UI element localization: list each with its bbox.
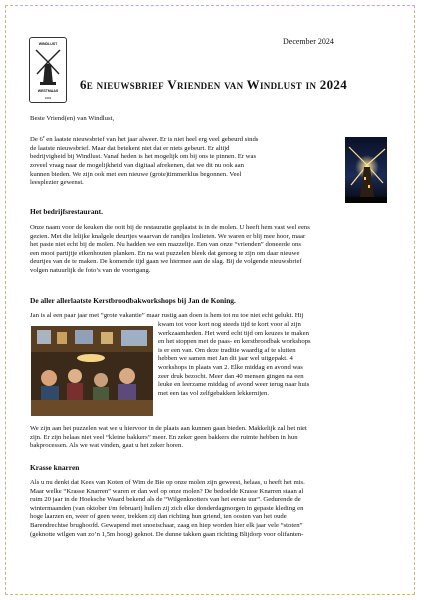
section2-side-line: kwam tot voor kort nog steeds tijd te kort voor al zijn [158,321,301,328]
section3-line: (geknotte wilgen van zo’n 1,5m hoog) geknot. De dunne takken gaan richting Blijdorp voor olifanten- [30,530,304,538]
greeting: Beste Vriend(en) van Windlust, [30,115,115,122]
section2-side-paragraph [158,321,403,398]
section-heading-kerstbrood: De aller allerlaatste Kerstbroodbakworkshops bij Jan de Koning. [30,296,236,305]
section2-after-line: We zijn aan het puzzelen wat we u hiervoor in de plaats aan kunnen gaan bieden. Makkelijk zal het niet [30,425,307,432]
logo-year-text: 1992 [44,96,52,100]
section2-after-line: zijn. Er zijn helaas niet veel “kleine bakkers” meer. En zeker geen bakkers die ruimte hebben in hun [30,433,298,441]
section1-line: een mooi partijtje eikenhouten planken. En na wat puzzelen bleek dat genoeg te zijn om daar nieuwe [30,249,300,257]
section1-line: Onze naam voor de keuken die ooit bij de restauratie geplaatst is in de molen. U heeft hem vast wel eens [30,224,310,231]
section-heading-bedrijfsrestaurant: Het bedrijfsrestaurant. [30,207,103,216]
intro-line: de laatste nieuwsbrief. Maar dat betekent niet dat er niets gebeurt. Er altijd [30,144,230,152]
section2-side-line: zeer druk bezocht. Meer dan 40 mensen gingen na een [158,372,304,380]
newsletter-date: December 2024 [283,37,334,46]
windmill-night-photo [345,137,387,203]
section2-side-line: en het stoppen met de paas- en kerstbroodbak workshops [158,338,311,346]
intro-line: zoveel vraag naar de mogelijkheid van digitaal afrekenen, dat we dit nu ook aan [30,162,244,170]
intro-line: De 6e en laatste nieuwsbrief van het jaar alweer. Er is niet heel erg veel gebeurd sinds [30,134,259,144]
intro-line: kunnen bieden. We zijn ook met een nieuwe (grote)timmerklus begonnen. Veel [30,170,242,178]
section2-side-line: leuke en leerzame middag of avond weer terug naar huis [158,381,310,389]
section1-line: het paste niet echt bij de molen. Nu hadden we een mazzeltje. Een van onze “vrienden” doneerde ons [30,241,301,249]
section3-line: ruim 20 jaar in de Hoeksche Waard bekend als de “Wilgenknotters van het eerste uur”. Gedurende de [30,496,301,504]
section3-line: Barendrechtse brughoofd. Gewapend met snoeischaar, zaag en hiep worden hier elk jaar vele “stoten” [30,521,303,529]
section3-line: Als u nu denkt dat Kees van Koten of Wim de Bie op onze molen zijn geweest, helaas, u heeft het mis. [30,479,305,486]
logo-bottom-text: WESTMAAS [37,89,59,93]
windlust-logo [29,37,67,103]
section1-line: volgen natuurlijk de foto’s van de voortgang. [30,266,151,274]
section3-line: wintermaanden (van oktober t/m februari) hullen zij zich elke donderdagmorgen in gepaste kleding en [30,504,304,512]
section1-paragraph [30,224,400,276]
logo-top-text: WINDLUST [38,42,58,46]
intro-line: leesplezier gewenst. [30,179,84,187]
workshop-photo-image [31,326,153,416]
section2-after-paragraph [30,425,400,451]
section-heading-krasse-knarren: Krasse knarren [30,463,80,472]
intro-line: bedrijvigheid bij Windlust. Vanaf heden is het mogelijk om bij ons te pinnen. Er was [30,153,257,161]
windmill-photo-image [345,137,387,203]
section2-side-line: hebben we samen met Jan dit jaar wel uitgepakt. 4 [158,355,293,363]
section2-side-line: workshops in plaats van 2. Elke middag en avond was [158,363,303,371]
section2-after-line: bakprocessen. Als we wat vinden, gaat u het zeker horen. [30,442,184,450]
section2-first-line: Jan is al een paar jaar met “grote vakantie” maar rustig aan doen is hem tot nu toe niet echt gelukt. Hij [30,312,304,319]
section3-line: Maar welke “Krasse Knarren” waren er dan wel op onze molen? De bedoelde Krasse Knarren staan al [30,487,304,495]
section2-side-line: is er een van. Om deze traditie waardig af te sluiten [158,346,296,354]
section3-paragraph [30,479,402,539]
section3-line: hoge laarzen en, weer of geen weer, trekken zij dan richting hun griend, ten oosten van het oude [30,513,287,521]
newsletter-title: 6e nieuwsbrief Vrienden van Windlust in 2024 [80,77,347,92]
intro-paragraph [30,133,335,188]
section2-side-line: werkzaamheden. Het werd echt tijd om keuzes te maken [158,329,309,337]
section2-side-line: met een tas vol zelfgebakken lekkernijen. [158,389,270,397]
workshop-photo [31,326,153,416]
section1-line: gezien. Met die lelijke knalgele deurtjes waarvan de randjes loslieten. We waren er blij mee hoor, maar [30,232,306,240]
section1-line: deurtjes van de te maken. De komende tijd gaan we hiermee aan de slag. Bij de volgende nieuwsbrief [30,258,302,266]
